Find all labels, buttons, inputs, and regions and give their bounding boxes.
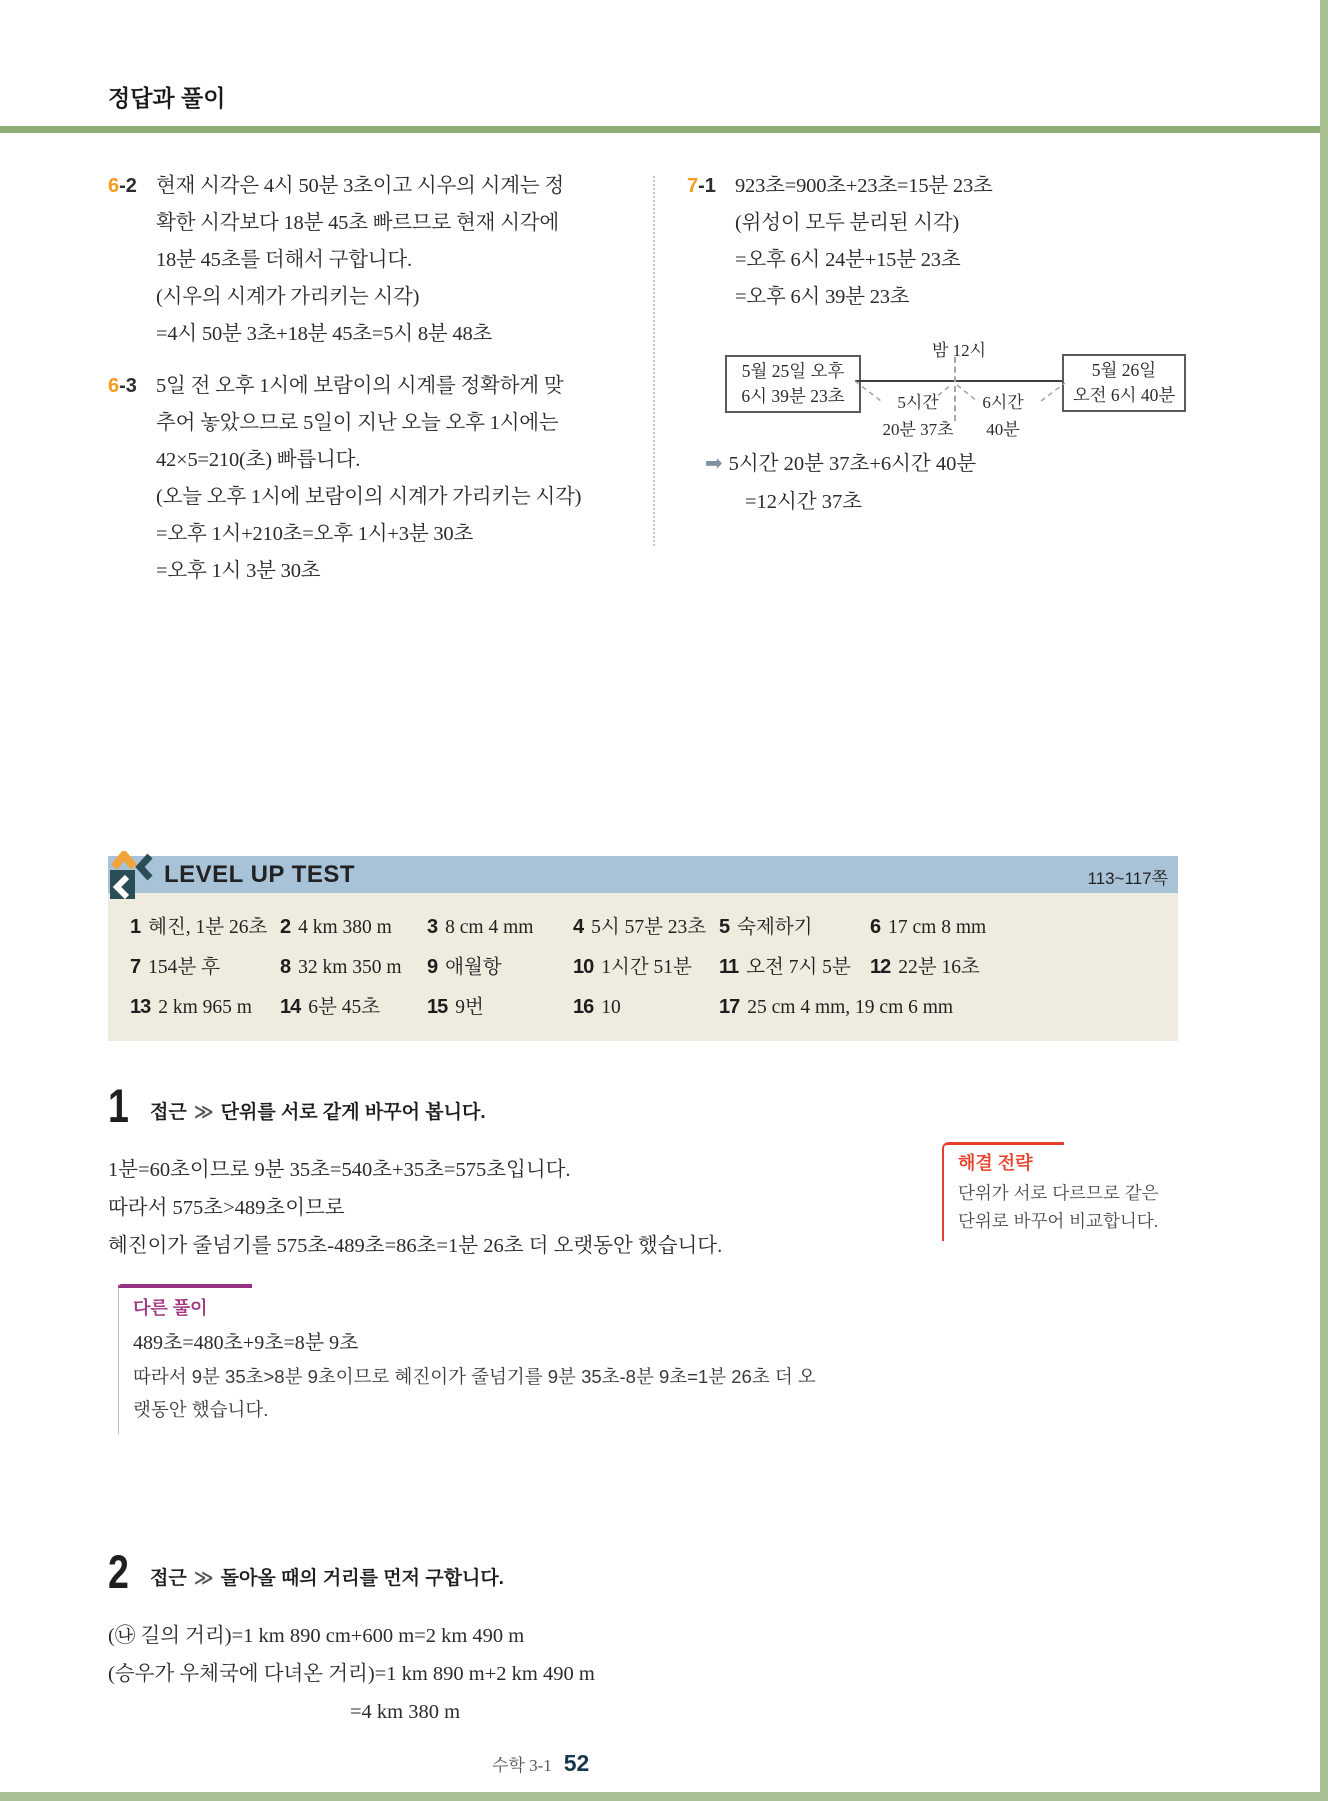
problem-2-heading: [108, 1545, 1212, 1598]
solution-6-3-body: [156, 368, 581, 590]
answer-value: 8 cm 4 mm: [445, 917, 534, 938]
answer-value: 17 cm 8 mm: [888, 917, 987, 938]
solution-line: (승우가 우체국에 다녀온 거리)=1 km 890 m+2 km 490 m: [108, 1663, 595, 1685]
answer-value: 25 cm 4 mm, 19 cm 6 mm: [747, 997, 954, 1018]
level-up-test-section: [108, 856, 1178, 1041]
duration-left-line1: 5시간: [897, 393, 939, 412]
timeline-result-line1: [705, 446, 976, 476]
problem-1-heading: [108, 1079, 1212, 1132]
answer-value: 4 km 380 m: [298, 917, 392, 938]
solution-line: 혜진이가 줄넘기를 575초-489초=86초=1분 26초 더 오랫동안 했습니다.: [108, 1235, 723, 1257]
answer-item: [280, 989, 427, 1027]
answer-item: [719, 909, 870, 947]
problem-2-body: [108, 1617, 1212, 1731]
solution-line: 따라서 575초>489초이므로: [108, 1197, 345, 1219]
solution-6-3: [108, 368, 582, 590]
level-up-test-title: LEVEL UP TEST: [164, 861, 355, 888]
answer-number: 10: [573, 956, 594, 978]
answer-item: [427, 909, 573, 947]
answer-item: [719, 949, 870, 987]
approach-chevrons-icon: ≫: [193, 1568, 214, 1589]
answer-value: 1시간 51분: [601, 957, 692, 978]
answer-item: [573, 909, 719, 947]
answer-number: 5: [719, 916, 730, 938]
answer-number: 11: [719, 956, 739, 978]
solution-line: 18분 45초를 더해서 구합니다.: [156, 249, 412, 271]
solution-7-1: [687, 168, 1212, 316]
solution-line: 확한 시각보다 18분 45초 빠르므로 현재 시각에: [156, 212, 560, 234]
right-column: [687, 168, 1212, 513]
solution-7-1-body: [735, 168, 993, 316]
approach-chevrons-icon: ≫: [193, 1102, 214, 1123]
solution-subnumber: -2: [119, 175, 137, 197]
solution-line: 추어 놓았으므로 5일이 지난 오늘 오후 1시에는: [156, 412, 559, 434]
result-arrow-icon: ➡: [705, 451, 723, 475]
solution-6-2: [108, 168, 578, 353]
page-footer: [492, 1750, 589, 1777]
solution-line: (위성이 모두 분리된 시각): [735, 212, 960, 234]
level-up-test-pages: 113~117쪽: [1087, 869, 1168, 888]
timeline-start-line1: 5월 25일 오후: [741, 361, 845, 381]
answer-number: 16: [573, 996, 594, 1018]
solution-6-3-label: [108, 368, 156, 590]
solution-line: =4 km 380 m: [350, 1701, 461, 1723]
answer-item: [280, 949, 427, 987]
strategy-line: 단위가 서로 다르므로 같은: [958, 1183, 1159, 1203]
answer-item: [280, 909, 427, 947]
solution-line: 42×5=210(초) 빠릅니다.: [156, 449, 361, 471]
answer-value: 숙제하기: [737, 917, 813, 938]
problem-number: 1: [108, 1079, 129, 1132]
strategy-line: 단위로 바꾸어 비교합니다.: [958, 1211, 1159, 1231]
page-title: 정답과 풀이: [108, 85, 226, 111]
solution-line: 923초=900초+23초=15분 23초: [735, 175, 993, 197]
solution-line: (시우의 시계가 가리키는 시각): [156, 286, 420, 308]
answer-item: [719, 989, 1178, 1027]
answer-value: 154분 후: [148, 957, 220, 978]
answer-number: 2: [280, 916, 291, 938]
answer-item: [870, 909, 1178, 947]
solution-number: 7: [687, 175, 699, 197]
answer-number: 7: [130, 956, 141, 978]
answer-number: 3: [427, 916, 438, 938]
doc-header: [108, 80, 225, 113]
answer-value: 10: [601, 997, 621, 1018]
answer-item: [427, 949, 573, 987]
answer-item: [130, 949, 280, 987]
solution-line: 현재 시각은 4시 50분 3초이고 시우의 시계는 정: [156, 175, 564, 197]
timeline-end-box: [1062, 354, 1186, 412]
solution-subnumber: -3: [119, 375, 137, 397]
alternative-solution-label: 다른 풀이: [133, 1298, 208, 1318]
timeline-midnight-label: 밤 12시: [931, 341, 987, 360]
strategy-text: [958, 1179, 1258, 1235]
solution-subnumber: -1: [698, 175, 716, 197]
answer-number: 1: [130, 916, 141, 938]
answer-number: 13: [130, 996, 151, 1018]
page-edge-right: [1320, 0, 1328, 1801]
answer-number: 4: [573, 916, 584, 938]
header-rule: [0, 126, 1320, 133]
approach-heading: [150, 1563, 504, 1595]
solution-number: 6: [108, 375, 120, 397]
solution-7-1-label: [687, 168, 735, 316]
alternative-solution-topbar: [118, 1284, 252, 1288]
approach-text: 단위를 서로 같게 바꾸어 봅니다.: [220, 1102, 486, 1123]
answer-number: 14: [280, 996, 301, 1018]
solution-line: (㉯ 길의 거리)=1 km 890 cm+600 m=2 km 490 m: [108, 1625, 525, 1647]
answer-number: 6: [870, 916, 881, 938]
solution-6-2-label: [108, 168, 156, 353]
level-up-test-bar: [108, 856, 1178, 893]
timeline-end-line2: 오전 6시 40분: [1072, 385, 1176, 405]
level-up-test-answers: [108, 893, 1178, 1041]
problem-number: 2: [108, 1545, 129, 1598]
answer-value: 2 km 965 m: [158, 997, 252, 1018]
answer-number: 15: [427, 996, 448, 1018]
strategy-box: [942, 1142, 1258, 1241]
duration-right-line1: 6시간: [982, 393, 1024, 412]
answer-number: 8: [280, 956, 291, 978]
alternative-solution-line: 따라서 9분 35초>8분 9초이므로 혜진이가 줄넘기를 9분 35초-8분 9초=1분 26초 더 오: [133, 1366, 816, 1387]
answer-value: 6분 45초: [308, 997, 381, 1018]
problem-2-solution: [108, 1545, 1212, 1731]
answer-item: [573, 949, 719, 987]
answer-item: [870, 949, 1178, 987]
level-up-test-logo-icon: [110, 851, 154, 899]
answer-item: [573, 989, 719, 1027]
problem-1-solution: [108, 1079, 1212, 1420]
solution-line: =오후 6시 24분+15분 23초: [735, 249, 961, 271]
approach-label: 접근: [150, 1102, 187, 1123]
answer-value: 혜진, 1분 26초: [148, 917, 268, 938]
timeline-start-box: [725, 355, 861, 413]
page-number: 52: [563, 1750, 590, 1776]
strategy-label: 해결 전략: [958, 1153, 1033, 1173]
approach-heading: [150, 1097, 486, 1129]
solution-number: 6: [108, 175, 120, 197]
timeline-end-line1: 5월 26일: [1091, 360, 1157, 380]
column-divider: [653, 176, 655, 546]
solution-6-2-body: [156, 168, 564, 353]
left-column: [108, 168, 582, 605]
alternative-solution-line: 489초=480초+9초=8분 9초: [133, 1332, 359, 1354]
approach-text: 돌아올 때의 거리를 먼저 구합니다.: [220, 1568, 504, 1589]
answer-number: 9: [427, 956, 438, 978]
solution-line: =4시 50분 3초+18분 45초=5시 8분 48초: [156, 323, 493, 345]
answer-item: [130, 909, 280, 947]
timeline-start-line2: 6시 39분 23초: [741, 386, 845, 406]
timeline-result-line2: =12시간 37초: [745, 491, 863, 513]
approach-label: 접근: [150, 1568, 187, 1589]
alternative-solution-box: [118, 1284, 857, 1434]
duration-left-line2: 20분 37초: [882, 420, 954, 439]
answer-value: 9번: [455, 997, 484, 1018]
answer-value: 애월항: [445, 957, 502, 978]
answer-value: 32 km 350 m: [298, 957, 402, 978]
alternative-solution-line: 랫동안 했습니다.: [133, 1399, 269, 1420]
solution-line: =오후 1시+210초=오후 1시+3분 30초: [156, 523, 474, 545]
duration-right-line2: 40분: [986, 420, 1020, 439]
answer-value: 22분 16초: [898, 957, 980, 978]
solution-line: (오늘 오후 1시에 보람이의 시계가 가리키는 시각): [156, 486, 582, 508]
solutions-columns: [108, 168, 1212, 868]
solution-line: =오후 1시 3분 30초: [156, 560, 321, 582]
solution-line: 1분=60초이므로 9분 35초=540초+35초=575초입니다.: [108, 1159, 571, 1181]
answer-item: [427, 989, 573, 1027]
answer-number: 12: [870, 956, 891, 978]
answer-item: [130, 989, 280, 1027]
answer-value: 오전 7시 5분: [746, 957, 851, 978]
solution-line: 5일 전 오후 1시에 보람이의 시계를 정확하게 맞: [156, 375, 564, 397]
book-title: 수학 3-1: [492, 1756, 552, 1775]
answer-number: 17: [719, 996, 740, 1018]
solution-line: =오후 6시 39분 23초: [735, 286, 910, 308]
answer-value: 5시 57분 23초: [591, 917, 707, 938]
page-edge-bottom: [0, 1792, 1328, 1801]
result-text: 5시간 20분 37초+6시간 40분: [728, 453, 977, 475]
